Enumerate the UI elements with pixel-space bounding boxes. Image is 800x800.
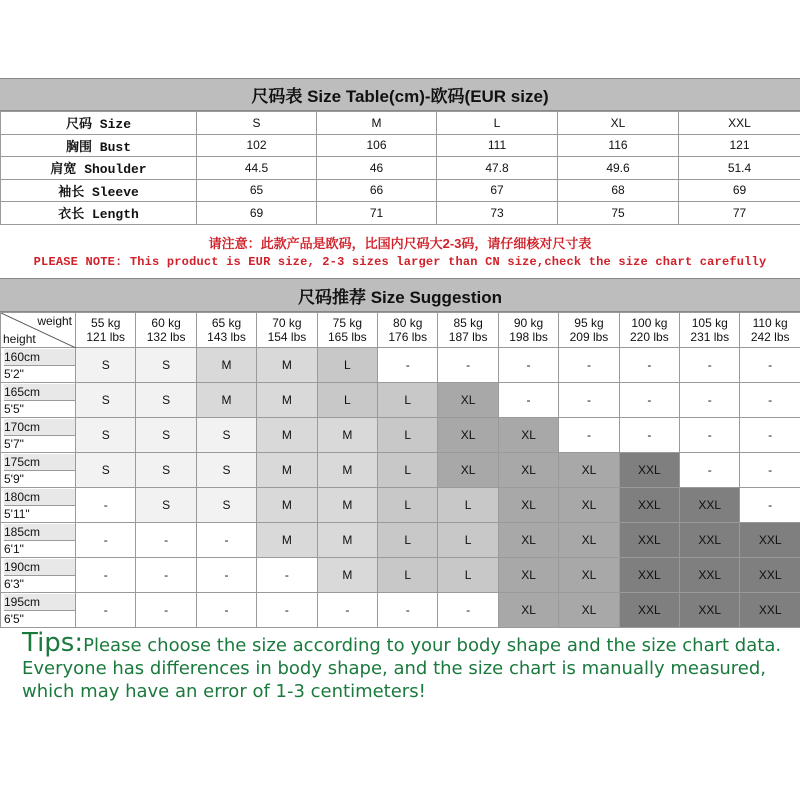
weight-header (498, 313, 558, 348)
size-suggestion-cell: - (619, 383, 679, 418)
height-row (1, 558, 800, 593)
size-suggestion-cell: L (378, 383, 438, 418)
height-header (1, 383, 76, 418)
measure-value: 69 (197, 202, 317, 225)
size-suggestion-cell: XL (438, 418, 498, 453)
weight-lbs: 165 lbs (327, 330, 367, 344)
height-cm: 165cm (4, 384, 75, 401)
tips-block (22, 628, 792, 703)
size-suggestion-cell: XL (498, 593, 558, 628)
size-suggestion-cell: - (680, 383, 740, 418)
size-suggestion-cell: - (740, 383, 800, 418)
height-header (1, 593, 76, 628)
height-header (1, 348, 76, 383)
weight-header (257, 313, 317, 348)
measure-value: 121 (679, 134, 800, 157)
size-suggestion-table (0, 312, 800, 628)
height-row (1, 593, 800, 628)
height-row (1, 488, 800, 523)
size-suggestion-cell: M (317, 453, 377, 488)
weight-header (196, 313, 256, 348)
size-suggestion-cell: XL (438, 453, 498, 488)
measure-value: 73 (437, 202, 558, 225)
height-ft: 6'3" (4, 576, 24, 591)
height-row (1, 453, 800, 488)
size-suggestion-cell: - (76, 558, 136, 593)
size-suggestion-cell: M (257, 488, 317, 523)
tips-line2: Everyone has differences in body shape, and the size chart is manually measured, (22, 658, 767, 679)
size-suggestion-cell: - (438, 593, 498, 628)
weight-header (136, 313, 196, 348)
weight-lbs: 231 lbs (690, 330, 730, 344)
size-suggestion-cell: - (196, 523, 256, 558)
size-suggestion-cell: XXL (680, 558, 740, 593)
weight-kg: 105 kg (691, 316, 728, 330)
size-table-row (1, 134, 800, 157)
size-suggestion-cell: XL (559, 453, 619, 488)
size-suggestion-cell: - (740, 453, 800, 488)
height-ft: 5'9" (4, 471, 24, 486)
weight-height-corner (1, 313, 76, 348)
size-suggestion-cell: M (257, 523, 317, 558)
size-suggestion-cell: S (76, 348, 136, 383)
size-suggestion-cell: XXL (619, 558, 679, 593)
height-ft: 5'11" (4, 506, 30, 521)
weight-lbs: 220 lbs (630, 330, 669, 344)
size-suggestion-title-text: 尺码推荐 Size Suggestion (297, 287, 503, 307)
tips-line3: which may have an error of 1-3 centimeters! (22, 681, 426, 702)
size-suggestion-cell: M (196, 383, 256, 418)
measure-value: 47.8 (437, 157, 558, 180)
weight-kg: 95 kg (574, 316, 604, 330)
measure-label: 肩宽 Shoulder (1, 157, 197, 180)
size-suggestion-cell: M (317, 558, 377, 593)
measure-value: 75 (558, 202, 679, 225)
size-suggestion-cell: XL (498, 488, 558, 523)
measure-value: 51.4 (679, 157, 800, 180)
size-suggestion-cell: S (76, 383, 136, 418)
measure-value: 71 (317, 202, 437, 225)
height-row (1, 383, 800, 418)
size-suggestion-cell: - (196, 593, 256, 628)
height-header (1, 418, 76, 453)
size-suggestion-cell: S (76, 418, 136, 453)
size-table-row (1, 157, 800, 180)
size-suggestion-cell: - (680, 348, 740, 383)
height-cm: 175cm (4, 454, 75, 471)
size-suggestion-cell: - (680, 453, 740, 488)
size-suggestion-cell: - (559, 418, 619, 453)
size-suggestion-cell: XXL (619, 593, 679, 628)
size-suggestion-cell: - (257, 593, 317, 628)
height-ft: 6'1" (4, 541, 24, 556)
height-row (1, 348, 800, 383)
size-suggestion-cell: XXL (619, 523, 679, 558)
size-suggestion-cell: - (498, 348, 558, 383)
size-suggestion-cell: XL (498, 453, 558, 488)
weight-lbs: 143 lbs (207, 330, 246, 344)
size-suggestion-cell: S (136, 383, 196, 418)
size-suggestion-cell: - (740, 418, 800, 453)
size-header-s: S (197, 112, 317, 135)
size-table-row (1, 179, 800, 202)
size-suggestion-cell: S (136, 418, 196, 453)
size-suggestion-cell: - (378, 593, 438, 628)
size-suggestion-cell: - (76, 593, 136, 628)
height-cm: 170cm (4, 419, 75, 436)
height-cm: 190cm (4, 559, 75, 576)
size-suggestion-cell: XL (438, 383, 498, 418)
size-suggestion-cell: XXL (619, 453, 679, 488)
size-suggestion-cell: XXL (740, 523, 800, 558)
size-suggestion-cell: M (257, 453, 317, 488)
size-suggestion-cell: M (257, 348, 317, 383)
size-suggestion-cell: XL (559, 523, 619, 558)
weight-kg: 110 kg (752, 316, 788, 330)
size-suggestion-cell: L (438, 488, 498, 523)
size-suggestion-cell: - (740, 488, 800, 523)
size-header-l: L (437, 112, 558, 135)
size-suggestion-cell: - (136, 523, 196, 558)
size-header-m: M (317, 112, 437, 135)
eur-size-note (0, 230, 800, 276)
height-header (1, 453, 76, 488)
weight-lbs: 198 lbs (509, 330, 548, 344)
size-table-title-text: 尺码表 Size Table(cm)-欧码(EUR size) (251, 87, 549, 106)
weight-kg: 65 kg (211, 316, 242, 330)
measure-label: 衣长 Length (1, 202, 197, 225)
height-cm: 185cm (4, 524, 75, 541)
size-suggestion-cell: - (619, 418, 679, 453)
measure-value: 66 (317, 179, 437, 202)
weight-lbs: 209 lbs (569, 330, 609, 344)
size-suggestion-cell: - (498, 383, 558, 418)
size-suggestion-cell: M (317, 523, 377, 558)
size-header-xxl: XXL (679, 112, 800, 135)
size-suggestion-cell: - (740, 348, 800, 383)
weight-header-row (1, 313, 800, 348)
weight-header (438, 313, 498, 348)
measure-value: 49.6 (558, 157, 679, 180)
size-suggestion-cell: S (196, 418, 256, 453)
weight-kg: 80 kg (393, 316, 423, 330)
size-suggestion-cell: M (317, 418, 377, 453)
height-ft: 6'5" (4, 611, 24, 626)
height-row (1, 523, 800, 558)
height-label: height (3, 332, 36, 346)
note-cn: 请注意：此款产品是欧码，比国内尺码大2-3码，请仔细核对尺寸表 (208, 236, 592, 251)
size-suggestion-cell: L (438, 558, 498, 593)
note-en: PLEASE NOTE: This product is EUR size, 2-3 sizes larger than CN size,check the size chart carefully (33, 255, 767, 269)
height-cm: 160cm (4, 349, 75, 366)
size-suggestion-title (0, 278, 800, 312)
size-suggestion-cell: L (438, 523, 498, 558)
size-suggestion-cell: - (680, 418, 740, 453)
size-suggestion-cell: XL (559, 558, 619, 593)
measure-value: 69 (679, 179, 800, 202)
size-suggestion-cell: - (76, 488, 136, 523)
size-suggestion-cell: L (317, 348, 377, 383)
size-suggestion-cell: XL (559, 488, 619, 523)
height-cm: 180cm (4, 489, 75, 506)
weight-lbs: 121 lbs (86, 330, 126, 344)
size-suggestion-cell: - (196, 558, 256, 593)
measure-label: 胸围 Bust (1, 134, 197, 157)
size-suggestion-cell: L (378, 558, 438, 593)
weight-kg: 55 kg (91, 316, 121, 330)
weight-header (619, 313, 679, 348)
measure-value: 77 (679, 202, 800, 225)
size-suggestion-cell: S (76, 453, 136, 488)
tips-lead: Tips: (22, 628, 84, 658)
weight-kg: 75 kg (332, 316, 362, 330)
size-suggestion-cell: XXL (619, 488, 679, 523)
size-suggestion-cell: - (136, 558, 196, 593)
weight-kg: 90 kg (513, 316, 544, 330)
size-header-xl: XL (558, 112, 679, 135)
weight-header (559, 313, 619, 348)
measure-value: 116 (558, 134, 679, 157)
measure-value: 44.5 (197, 157, 317, 180)
size-suggestion-cell: S (136, 488, 196, 523)
size-suggestion-cell: - (438, 348, 498, 383)
tips-line1: Please choose the size according to your body shape and the size chart data. (83, 635, 782, 656)
weight-header (76, 313, 136, 348)
size-suggestion-cell: XXL (680, 523, 740, 558)
size-suggestion-cell: M (257, 383, 317, 418)
size-suggestion-cell: - (559, 383, 619, 418)
size-suggestion-cell: XL (498, 523, 558, 558)
measure-value: 111 (437, 134, 558, 157)
height-cm: 195cm (4, 594, 75, 611)
measure-label: 袖长 Sleeve (1, 179, 197, 202)
size-suggestion-cell: M (317, 488, 377, 523)
measure-value: 106 (317, 134, 437, 157)
size-table-title (0, 78, 800, 111)
size-suggestion-cell: L (378, 453, 438, 488)
weight-kg: 85 kg (453, 316, 483, 330)
size-suggestion-cell: - (619, 348, 679, 383)
weight-header (740, 313, 800, 348)
size-suggestion-cell: M (257, 418, 317, 453)
weight-lbs: 242 lbs (750, 330, 790, 344)
height-ft: 5'5" (4, 401, 24, 416)
height-header (1, 488, 76, 523)
weight-lbs: 154 lbs (267, 330, 307, 344)
size-suggestion-cell: - (257, 558, 317, 593)
weight-kg: 100 kg (631, 316, 668, 330)
measure-value: 67 (437, 179, 558, 202)
size-suggestion-cell: - (559, 348, 619, 383)
size-suggestion-cell: XXL (740, 593, 800, 628)
size-suggestion-cell: S (136, 453, 196, 488)
size-suggestion-cell: L (378, 418, 438, 453)
measure-value: 46 (317, 157, 437, 180)
weight-lbs: 132 lbs (146, 330, 186, 344)
size-suggestion-cell: L (378, 488, 438, 523)
size-suggestion-cell: S (196, 488, 256, 523)
size-suggestion-cell: L (378, 523, 438, 558)
weight-label: weight (37, 314, 72, 328)
height-header (1, 558, 76, 593)
weight-header (378, 313, 438, 348)
size-suggestion-cell: L (317, 383, 377, 418)
weight-header (680, 313, 740, 348)
weight-lbs: 176 lbs (388, 330, 428, 344)
size-suggestion-cell: - (317, 593, 377, 628)
size-suggestion-cell: - (76, 523, 136, 558)
size-suggestion-cell: - (136, 593, 196, 628)
size-suggestion-cell: XL (498, 558, 558, 593)
size-suggestion-cell: S (136, 348, 196, 383)
size-table (0, 111, 800, 225)
size-suggestion-cell: M (196, 348, 256, 383)
weight-kg: 60 kg (151, 316, 181, 330)
size-suggestion-cell: XL (559, 593, 619, 628)
weight-kg: 70 kg (272, 316, 302, 330)
measure-value: 68 (558, 179, 679, 202)
size-table-header-row (1, 112, 800, 135)
size-suggestion-cell: XXL (680, 488, 740, 523)
size-suggestion-cell: - (378, 348, 438, 383)
size-suggestion-cell: XXL (680, 593, 740, 628)
height-row (1, 418, 800, 453)
size-suggestion-cell: XL (498, 418, 558, 453)
measure-value: 102 (197, 134, 317, 157)
size-header-label: 尺码 Size (1, 112, 197, 135)
weight-header (317, 313, 377, 348)
weight-lbs: 187 lbs (448, 330, 488, 344)
measure-value: 65 (197, 179, 317, 202)
size-suggestion-cell: XXL (740, 558, 800, 593)
size-table-row (1, 202, 800, 225)
height-ft: 5'7" (4, 436, 24, 451)
size-suggestion-cell: S (196, 453, 256, 488)
height-ft: 5'2" (4, 366, 24, 381)
height-header (1, 523, 76, 558)
